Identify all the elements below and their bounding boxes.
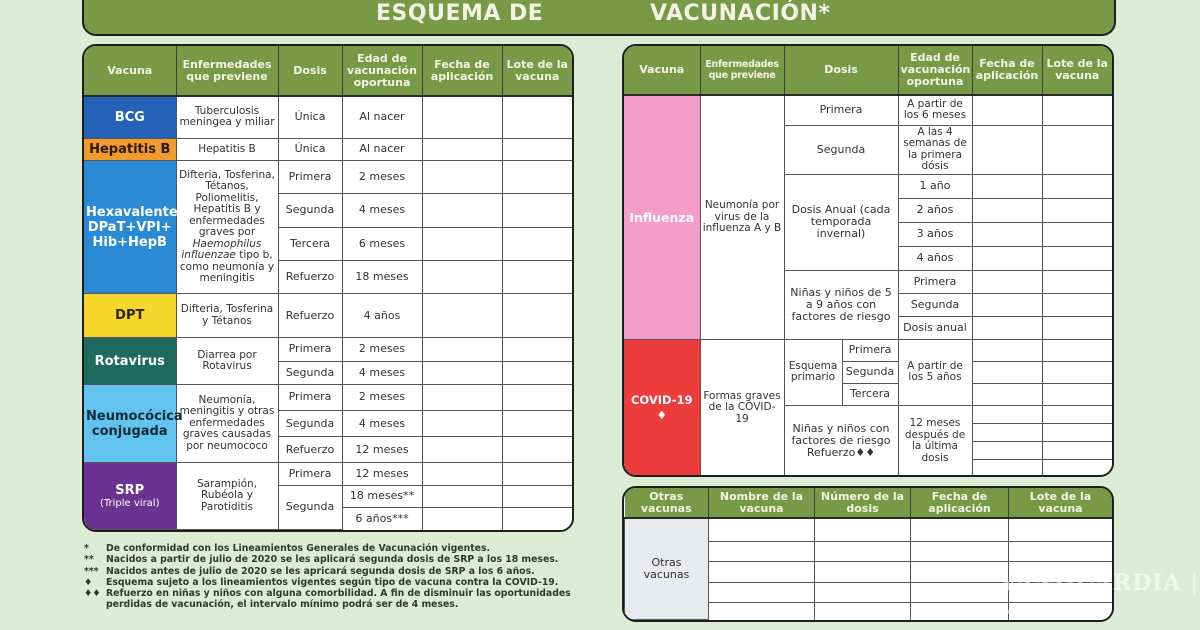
lote-input[interactable] — [502, 410, 572, 436]
lote-input[interactable] — [502, 96, 572, 138]
fecha-input[interactable] — [972, 383, 1042, 405]
dose: Segunda — [278, 361, 342, 384]
numero-input[interactable] — [815, 518, 911, 542]
age: 18 meses** — [342, 485, 422, 507]
fecha-input[interactable] — [972, 459, 1042, 477]
fecha-input[interactable] — [911, 518, 1009, 542]
age: 4 meses — [342, 194, 422, 227]
table-row-neumococica — [84, 384, 572, 410]
fecha-input[interactable] — [422, 463, 502, 485]
lote-input[interactable] — [502, 507, 572, 529]
footnote-text: Nacidos a partir de julio de 2020 se les aplicará segunda dosis de SRP a los 18 meses. — [106, 554, 559, 566]
fecha-input[interactable] — [422, 361, 502, 384]
header-fecha: Fecha de aplicación — [422, 46, 502, 96]
fecha-input[interactable] — [972, 246, 1042, 270]
table-row-hepatitis-b — [84, 138, 572, 160]
footnote — [84, 566, 584, 577]
vaccine-name-hexavalente: Hexavalente DPaT+VPI+ Hib+HepB — [84, 161, 176, 294]
prevents-tail: tipo b, como neumonía y meningitis — [179, 249, 275, 285]
age: 12 meses — [342, 437, 422, 463]
fecha-input[interactable] — [972, 95, 1042, 125]
fecha-input[interactable] — [972, 423, 1042, 441]
lote-input[interactable] — [1042, 339, 1112, 361]
header-fecha: Fecha de aplicación — [972, 46, 1042, 95]
age: 3 años — [898, 222, 972, 246]
fecha-input[interactable] — [422, 194, 502, 227]
header-lote: Lote de la vacuna — [1042, 46, 1112, 95]
lote-input[interactable] — [1042, 125, 1112, 174]
table-row-srp — [84, 463, 572, 485]
prevents-bcg: Tuberculosis meningea y miliar — [176, 96, 278, 138]
footnote-mark: * — [84, 543, 89, 554]
fecha-input[interactable] — [911, 603, 1009, 620]
age: 4 años — [898, 246, 972, 270]
title-part-1: ESQUEMA DE — [376, 1, 544, 26]
age: A partir de los 5 años — [898, 339, 972, 405]
footnotes — [84, 543, 584, 611]
table-row-covid — [624, 339, 1112, 361]
numero-input[interactable] — [815, 562, 911, 582]
dose: Primera — [278, 338, 342, 361]
fecha-input[interactable] — [972, 316, 1042, 339]
dose: Segunda — [784, 125, 898, 174]
table-row-rotavirus — [84, 338, 572, 361]
footnote-mark: ♦ — [84, 576, 93, 588]
lote-input[interactable] — [1042, 270, 1112, 293]
fecha-input[interactable] — [422, 227, 502, 260]
footnote — [84, 543, 584, 554]
vaccine-name-influenza: Influenza — [624, 95, 700, 339]
header-lote: Lote de la vacuna — [502, 46, 572, 96]
watermark-logo: VANGUARDIA | MX — [1000, 570, 1200, 621]
prevents-hexavalente — [176, 161, 278, 294]
lote-input[interactable] — [1042, 293, 1112, 316]
header-edad: Edad de vacunación oportuna — [898, 46, 972, 95]
header-vacuna: Vacuna — [624, 46, 700, 95]
age: 18 meses — [342, 260, 422, 293]
fecha-input[interactable] — [972, 405, 1042, 423]
dose: Segunda — [278, 410, 342, 436]
footnote-mark: ♦♦ — [84, 588, 101, 600]
fecha-input[interactable] — [911, 562, 1009, 582]
lote-input[interactable] — [1042, 459, 1112, 477]
table-header-row — [624, 46, 1112, 95]
refuerzo-label: Niñas y niños con factores de riesgo Refuerzo♦♦ — [784, 405, 898, 477]
dose: Primera — [278, 463, 342, 485]
lote-input[interactable] — [1009, 542, 1113, 562]
esquema-primario-label: Esquema primario — [784, 339, 842, 405]
prevents-covid: Formas graves de la COVID-19 — [700, 339, 784, 477]
title-part-2: VACUNACIÓN* — [650, 1, 831, 26]
nombre-input[interactable] — [709, 562, 815, 582]
fecha-input[interactable] — [972, 339, 1042, 361]
lote-input[interactable] — [502, 294, 572, 338]
lote-input[interactable] — [1042, 222, 1112, 246]
fecha-input[interactable] — [422, 260, 502, 293]
header-enfermedades: Enfermedades que previene — [700, 46, 784, 95]
dose: Primera — [784, 95, 898, 125]
age: 12 meses — [342, 463, 422, 485]
age: 2 meses — [342, 384, 422, 410]
lote-input[interactable] — [502, 338, 572, 361]
nombre-input[interactable] — [709, 518, 815, 542]
lote-input[interactable] — [1042, 423, 1112, 441]
fecha-input[interactable] — [422, 96, 502, 138]
numero-input[interactable] — [815, 582, 911, 602]
age: A partir de los 6 meses — [898, 95, 972, 125]
fecha-input[interactable] — [422, 338, 502, 361]
fecha-input[interactable] — [422, 437, 502, 463]
dose: Dosis anual — [898, 316, 972, 339]
age: 12 meses después de la última dosis — [898, 405, 972, 477]
age: 6 meses — [342, 227, 422, 260]
lote-input[interactable] — [502, 138, 572, 160]
dose: Refuerzo — [278, 437, 342, 463]
age: A las 4 semanas de la primera dósis — [898, 125, 972, 174]
fecha-input[interactable] — [422, 294, 502, 338]
dose: Segunda — [278, 485, 342, 529]
dose: Primera — [898, 270, 972, 293]
fecha-input[interactable] — [422, 138, 502, 160]
lote-input[interactable] — [502, 463, 572, 485]
table-row-dpt — [84, 294, 572, 338]
lote-input[interactable] — [1042, 174, 1112, 198]
dose: Única — [278, 138, 342, 160]
otras-vacunas-label: Otras vacunas — [625, 518, 709, 620]
header-dosis: Dosis — [784, 46, 898, 95]
lote-input[interactable] — [502, 485, 572, 507]
header-dosis: Dosis — [278, 46, 342, 96]
vaccine-name-covid: COVID-19 ♦ — [624, 339, 700, 477]
fecha-input[interactable] — [972, 361, 1042, 383]
fecha-input[interactable] — [422, 485, 502, 507]
age: 6 años*** — [342, 507, 422, 529]
dose: Segunda — [278, 194, 342, 227]
fecha-input[interactable] — [972, 198, 1042, 222]
footnote-text: Nacidos antes de julio de 2020 se les apricará segunda dosis de SRP a los 6 años. — [106, 565, 535, 577]
vaccine-name-bcg: BCG — [84, 96, 176, 138]
nombre-input[interactable] — [709, 582, 815, 602]
watermark-suffix: MX — [1000, 600, 1030, 621]
lote-input[interactable] — [1042, 316, 1112, 339]
table-row — [625, 518, 1113, 542]
lote-input[interactable] — [502, 227, 572, 260]
dose: Primera — [278, 161, 342, 194]
dose: Primera — [278, 384, 342, 410]
fecha-input[interactable] — [911, 582, 1009, 602]
lote-input[interactable] — [502, 384, 572, 410]
footnote — [84, 554, 584, 565]
lote-input[interactable] — [502, 161, 572, 194]
footnote — [84, 577, 584, 588]
fecha-input[interactable] — [422, 161, 502, 194]
fecha-input[interactable] — [972, 441, 1042, 459]
vaccination-table-left — [82, 44, 574, 532]
lote-input[interactable] — [1042, 246, 1112, 270]
dose: Segunda — [842, 361, 898, 383]
lote-input[interactable] — [502, 260, 572, 293]
lote-input[interactable] — [1042, 383, 1112, 405]
prevents-italic: Haemophilus influenzae — [181, 237, 262, 262]
prevents-rotavirus: Diarrea por Rotavirus — [176, 338, 278, 384]
lote-input[interactable] — [1042, 405, 1112, 423]
footnote-text: De conformidad con los Lineamientos Generales de Vacunación vigentes. — [106, 543, 491, 554]
age: 2 meses — [342, 161, 422, 194]
header-enfermedades: Enfermedades que previene — [176, 46, 278, 96]
dose: Tercera — [278, 227, 342, 260]
vaccine-name-neumococica: Neumocócica conjugada — [84, 384, 176, 463]
footnote-mark: ** — [84, 554, 94, 566]
footnote-text: Esquema sujeto a los lineamientos vigentes según tipo de vacuna contra la COVID-19. — [106, 576, 559, 588]
fecha-input[interactable] — [422, 410, 502, 436]
dose: Única — [278, 96, 342, 138]
age: 4 meses — [342, 410, 422, 436]
vaccine-name-rotavirus: Rotavirus — [84, 338, 176, 384]
numero-input[interactable] — [815, 542, 911, 562]
lote-input[interactable] — [1042, 198, 1112, 222]
header-vacuna: Vacuna — [84, 46, 176, 96]
table-row-bcg — [84, 96, 572, 138]
dose-anual-label: Dosis Anual (cada temporada invernal) — [784, 174, 898, 270]
header-otras: Otras vacunas — [625, 488, 709, 518]
table-header-row — [84, 46, 572, 96]
age: 4 meses — [342, 361, 422, 384]
srp-subname: (Triple viral) — [99, 497, 160, 509]
vaccine-name-srp — [84, 463, 176, 530]
lote-input[interactable] — [1042, 441, 1112, 459]
age: Al nacer — [342, 138, 422, 160]
nombre-input[interactable] — [709, 542, 815, 562]
lote-input[interactable] — [1009, 518, 1113, 542]
dose-riesgo-label: Niñas y niños de 5 a 9 años con factores de riesgo — [784, 270, 898, 339]
lote-input[interactable] — [1042, 361, 1112, 383]
title-banner — [82, 0, 1116, 36]
fecha-input[interactable] — [972, 174, 1042, 198]
prevents-text: Difteria, Tosferina, Tétanos, Poliomelitis, Hepatitis B y enfermedades graves por — [179, 168, 275, 239]
dose: Segunda — [898, 293, 972, 316]
fecha-input[interactable] — [972, 125, 1042, 174]
table-row-influenza — [624, 95, 1112, 125]
header-edad: Edad de vacunación oportuna — [342, 46, 422, 96]
footnote — [84, 588, 584, 611]
dose: Primera — [842, 339, 898, 361]
vaccination-table-right — [622, 44, 1114, 477]
prevents-influenza: Neumonía por virus de la influenza A y B — [700, 95, 784, 339]
dose: Tercera — [842, 383, 898, 405]
numero-input[interactable] — [815, 603, 911, 620]
footnote-text: Refuerzo en niñas y niños con alguna comorbilidad. A fin de disminuir las oportunidades perdidas de vacunación, el intervalo mínimo podrá ser de 4 meses. — [106, 588, 571, 611]
vaccine-name-dpt: DPT — [84, 294, 176, 338]
vaccine-name-hepatitis-b: Hepatitis B — [84, 138, 176, 160]
prevents-dpt: Difteria, Tosferina y Tétanos — [176, 294, 278, 338]
prevents-hepatitis-b: Hepatitis B — [176, 138, 278, 160]
age: 2 meses — [342, 338, 422, 361]
header-nombre: Nombre de la vacuna — [709, 488, 815, 518]
prevents-srp: Sarampión, Rubéola y Parotiditis — [176, 463, 278, 530]
nombre-input[interactable] — [709, 603, 815, 620]
age: Al nacer — [342, 96, 422, 138]
srp-name: SRP — [115, 482, 145, 498]
fecha-input[interactable] — [911, 542, 1009, 562]
dose: Refuerzo — [278, 260, 342, 293]
watermark-brand: VANGUARDIA — [1000, 570, 1182, 596]
footnote-mark: *** — [84, 565, 99, 577]
table-header-row — [625, 488, 1113, 518]
age: 4 años — [342, 294, 422, 338]
fecha-input[interactable] — [422, 384, 502, 410]
lote-input[interactable] — [502, 194, 572, 227]
fecha-input[interactable] — [422, 507, 502, 529]
header-lote: Lote de la vacuna — [1009, 488, 1113, 518]
table-row-hexavalente — [84, 161, 572, 194]
lote-input[interactable] — [502, 361, 572, 384]
lote-input[interactable] — [1042, 95, 1112, 125]
dose: Refuerzo — [278, 294, 342, 338]
lote-input[interactable] — [502, 437, 572, 463]
age: 2 años — [898, 198, 972, 222]
header-fecha: Fecha de aplicación — [911, 488, 1009, 518]
fecha-input[interactable] — [972, 270, 1042, 293]
header-numero: Número de la dosis — [815, 488, 911, 518]
age: 1 año — [898, 174, 972, 198]
prevents-neumococica: Neumonía, meningitis y otras enfermedades graves causadas por neumococo — [176, 384, 278, 463]
fecha-input[interactable] — [972, 222, 1042, 246]
fecha-input[interactable] — [972, 293, 1042, 316]
